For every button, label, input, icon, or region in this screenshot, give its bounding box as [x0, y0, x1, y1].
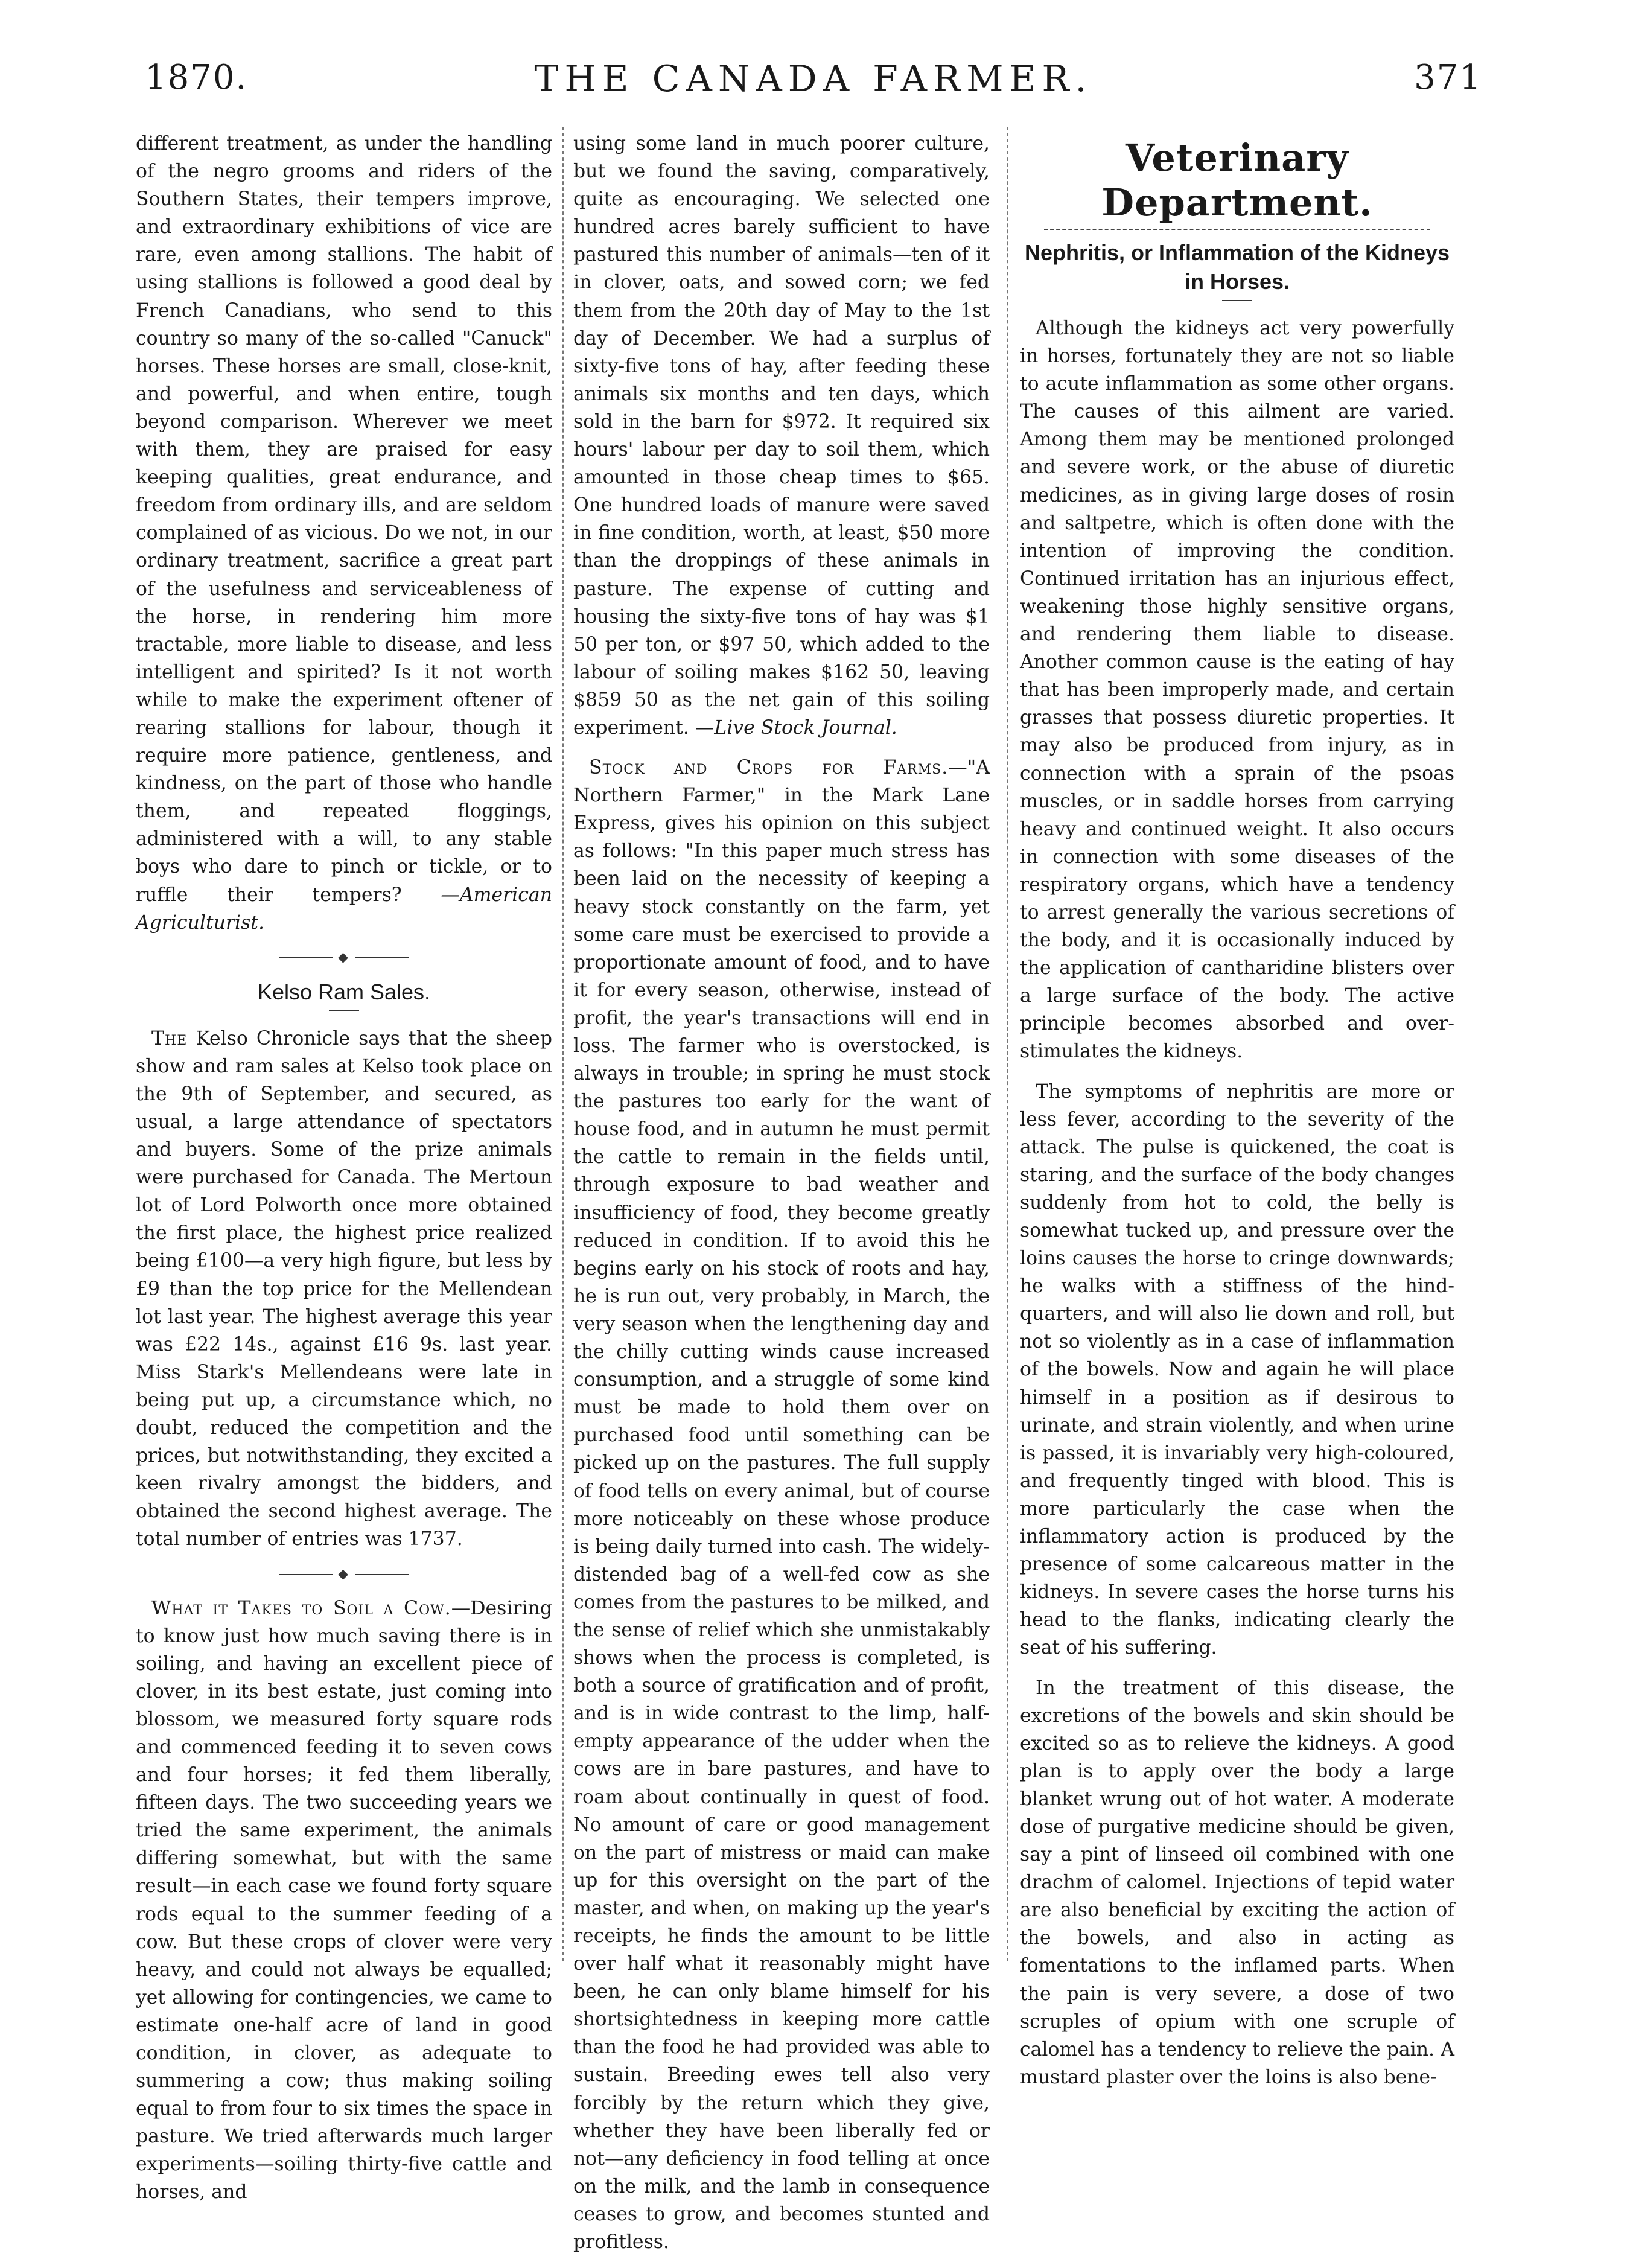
- paragraph-text: —Desiring to know just how much saving there is in soiling, and having an excellent piece of clover, in its best estate, just coming into blossom, we measured forty square rods and commenced feeding it to seven cows and four horses; it fed them liberally, fifteen days. The two succeeding years we tried the same experiment, the animals differing somewhat, but with the same result—in each case we found forty square rods equal to the summer feeding of a cow. But these crops of clover were very heavy, and could not always be equalled; yet allowing for contingencies, we came to estimate one-half acre of land in good condition, in clover, as adequate to summering a cow; thus making soiling equal to from four to six times the space in pasture. We tried afterwards much larger experiments—soiling thirty-five cattle and horses, and: [136, 1597, 552, 2203]
- article-paragraph: [136, 1025, 552, 1553]
- department-rule: [1044, 229, 1430, 230]
- lead-in: Stock and Crops for Farms.: [589, 757, 949, 779]
- masthead: [121, 58, 1506, 106]
- article-source: —Live Stock Journal.: [695, 716, 897, 739]
- masthead-title: THE CANADA FARMER.: [534, 58, 1093, 100]
- heading-rule: [1222, 300, 1252, 301]
- ornamental-rule: ◆: [136, 949, 552, 967]
- heading-rule: [329, 1010, 359, 1011]
- masthead-year: 1870.: [145, 58, 248, 97]
- column-3: [1020, 130, 1454, 2103]
- article-paragraph: [136, 130, 552, 937]
- article-heading: Nephritis, or Inflammation of the Kidneys in Horses.: [1024, 240, 1450, 294]
- column-2: [573, 130, 990, 2268]
- paragraph-text: using some land in much poorer culture, but we found the saving, comparatively, quite as encouraging. We selected one hundred acres barely sufficient to have pastured this number of animals—ten of it in clover, oats, and sowed corn; we fed them from the 20th day of May to the 1st day of December. We had a surplus of sixty-five tons of hay, after feeding these animals six months and ten days, which sold in the barn for $972. It required six hours' labour per day to soil them, which amounted in those cheap times to $65. One hundred loads of manure were saved in fine condition, worth, at least, $50 more than the droppings of these animals in pasture. The expense of cutting and housing the sixty-five tons of hay was $1 50 per ton, or $97 50, which added to the labour of soiling makes $162 50, leaving $859 50 as the net gain of this soiling experiment.: [573, 133, 990, 739]
- article-source: —American Agriculturist.: [136, 884, 552, 934]
- lead-in: What it Takes to Soil a Cow.: [151, 1597, 451, 1619]
- article-paragraph: The symptoms of nephritis are more or less fever, according to the severity of the attack. The pulse is quickened, the coat is staring, and the surface of the body changes suddenly from hot to cold, the belly is somewhat tucked up, and pressure over the loins causes the horse to cringe downwards; he walks with a stiffness of the hind-quarters, and will also lie down and roll, but not so violently as in a case of inflammation of the bowels. Now and again he will place himself in a position as if desirous to urinate, and strain violently, and when urine is passed, it is invariably very high-coloured, and frequently tinged with blood. This is more particularly the case when the inflammatory action is produced by the presence of some calcareous matter in the kidneys. In severe cases the horse turns his head to the flanks, indicating clearly the seat of his suffering.: [1020, 1080, 1454, 1659]
- ornamental-rule: ◆: [136, 1566, 552, 1584]
- column-divider-right: [1007, 127, 1008, 1961]
- page-number: 371: [1414, 58, 1482, 97]
- paragraph-text: different treatment, as under the handling of the negro grooms and riders of the Southern States, their tempers improve, and extraordinary exhibitions of vice are rare, even among stallions. The habit of using stallions is followed a good deal by French Canadians, who send to this country so many of the so-called "Canuck" horses. These horses are small, close-knit, and powerful, and when entire, tough beyond comparison. Wherever we meet with them, they are praised for easy keeping qualities, great endurance, and freedom from ordinary ills, and are seldom complained of as vicious. Do we not, in our ordinary treatment, sacrifice a great part of the usefulness and serviceableness of the horse, in rendering him more tractable, more liable to disease, and less intelligent and spirited? Is it not worth while to make the experiment oftener of rearing stallions for labour, though it require more patience, gentleness, and kindness, on the part of those who handle them, and repeated floggings, administered with a will, to any stable boys who dare to pinch or tickle, or to ruffle their tempers?: [136, 133, 552, 906]
- article-paragraph: Although the kidneys act very powerfully in horses, fortunately they are not so liable to acute inflammation as some other organs. The causes of this ailment are varied. Among them may be mentioned prolonged and severe work, or the abuse of diuretic medicines, as in giving large doses of rosin and saltpetre, which is often done with the intention of improving the condition. Continued irritation has an injurious effect, weakening those highly sensitive organs, and rendering them liable to disease. Another common cause is the eating of hay that has been improperly made, and certain grasses that possess diuretic properties. It may also be produced from injury, as in connection with a sprain of the psoas muscles, or in saddle horses from carrying heavy and continued weight. It also occurs in connection with some diseases of the respiratory organs, which have a tendency to arrest generally the various secretions of the body, and it is occasionally induced by the application of cantharidine blisters over a large surface of the body. The active principle becomes absorbed and over-stimulates the kidneys.: [1020, 317, 1454, 1063]
- column-divider-left: [562, 127, 564, 1961]
- column-1: [136, 130, 552, 2219]
- paragraph-text: Kelso Chronicle says that the sheep show and ram sales at Kelso took place on the 9th of September, and secured, as usual, a large attendance of spectators and buyers. Some of the prize animals were purchased for Canada. The Mertoun lot of Lord Polworth once more obtained the first place, the highest price realized being £100—a very high figure, but less by £9 than the top price for the Mellendean lot last year. The highest average this year was £22 14s., against £16 9s. last year. Miss Stark's Mellendeans were late in being put up, a circumstance which, no doubt, reduced the competition and the prices, but notwithstanding, they excited a keen rivalry amongst the bidders, and obtained the second highest average. The total number of entries was 1737.: [136, 1027, 552, 1550]
- paragraph-text: —"A Northern Farmer," in the Mark Lane Express, gives his opinion on this subject as follows: "In this paper much stress has been laid on the necessity of keeping a heavy stock constantly on the farm, yet some care must be exercised to provide a proportionate amount of food, and to have it for every season, otherwise, instead of profit, the year's transactions will end in loss. The farmer who is overstocked, is always in trouble; in spring he must stock the pastures too early for the want of house food, and in autumn he must permit the cattle to remain in the fields until, through exposure to bad weather and insufficiency of food, they become greatly reduced in condition. If to avoid this he begins early on his stock of roots and hay, he is run out, very probably, in March, the very season when the lengthening day and the chilly cutting winds cause increased consumption, and a struggle of some kind must be made to hold them over on purchased food until something can be picked up on the pastures. The full supply of food tells on every animal, but of course more noticeably on these whose produce is being daily turned into cash. The widely-distended bag of a well-fed cow as she comes from the pastures to be milked, and the sense of relief which she unmistakably shows when the process is completed, is both a source of gratification and of profit, and is in wide contrast to the limp, half-empty appearance of the udder when the cows are in bare pastures, and have to roam about continually in quest of food. No amount of care or good management on the part of mistress or maid can make up for this oversight on the part of the master, and when, on making up the year's receipts, he finds the amount to be little over half what it reasonably might have been, he can only blame himself for his shortsightedness in keeping more cattle than the food he had provided was able to sustain. Breeding ewes tell also very forcibly by the return which they give, whether they have been liberally fed or not—any deficiency in food telling at once on the milk, and the lamb in consequence ceases to grow, and becomes stunted and profitless.: [573, 757, 990, 2254]
- article-paragraph: [573, 130, 990, 742]
- lead-in: The: [151, 1027, 188, 1050]
- department-title: Veterinary Department.: [1101, 136, 1373, 225]
- article-paragraph: [573, 754, 990, 2256]
- article-paragraph: In the treatment of this disease, the excretions of the bowels and skin should be excited so as to relieve the kidneys. A good plan is to apply over the body a large blanket wrung out of hot water. A moderate dose of purgative medicine should be given, say a pint of linseed oil combined with one drachm of calomel. Injections of tepid water are also beneficial by exciting the action of the bowels, and also in acting as fomentations to the inflamed parts. When the pain is very severe, a dose of two scruples of opium with one scruple of calomel has a tendency to relieve the pain. A mustard plaster over the loins is also bene-: [1020, 1677, 1454, 2088]
- article-heading: Kelso Ram Sales.: [257, 979, 431, 1004]
- article-paragraph: [136, 1594, 552, 2206]
